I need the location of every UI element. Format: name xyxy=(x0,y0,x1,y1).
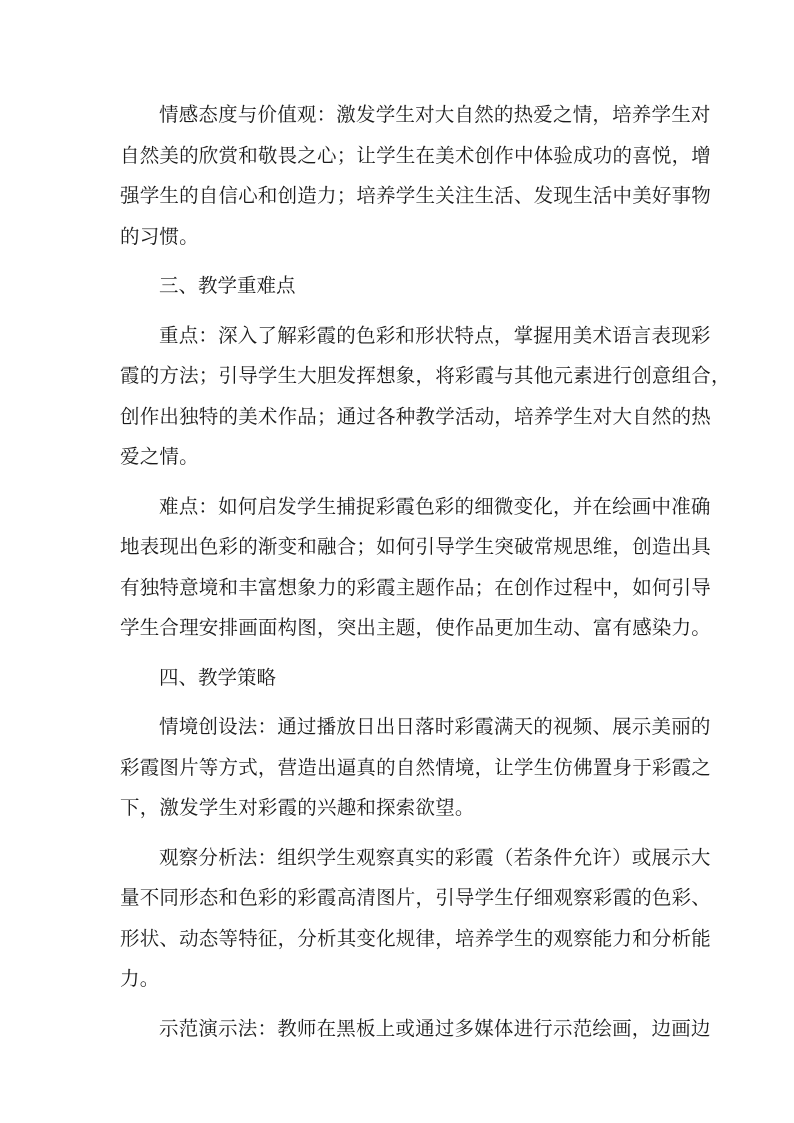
document-page xyxy=(120,95,731,1058)
text-line: 下，激发学生对彩霞的兴趣和探索欲望。 xyxy=(120,796,475,819)
text-line: 强学生的自信心和创造力；培养学生关注生活、发现生活中美好事物 xyxy=(120,184,712,207)
text-line: 重点：深入了解彩霞的色彩和形状特点，掌握用美术语言表现彩 xyxy=(159,323,711,347)
text-line: 霞的方法；引导学生大胆发挥想象，将彩霞与其他元素进行创意组合， xyxy=(120,364,731,387)
section-heading-key-difficult-points xyxy=(120,266,676,307)
text-line: 情感态度与价值观：激发学生对大自然的热爱之情，培养学生对 xyxy=(159,103,711,126)
text-line: 难点：如何启发学生捕捉彩霞色彩的细微变化，并在绘画中准确 xyxy=(159,494,711,518)
text-line: 自然美的欣赏和敬畏之心；让学生在美术创作中体验成功的喜悦，增 xyxy=(120,143,712,167)
paragraph-demonstration-method xyxy=(120,1009,711,1050)
heading-text: 三、教学重难点 xyxy=(159,274,296,297)
heading-text: 四、教学策略 xyxy=(159,665,277,689)
paragraph-situation-method xyxy=(120,707,712,829)
text-line: 示范演示法：教师在黑板上或通过多媒体进行示范绘画，边画边 xyxy=(159,1016,711,1040)
text-line: 爱之情。 xyxy=(120,445,199,468)
paragraph-key-points xyxy=(120,316,731,478)
text-line: 学生合理安排画面构图，突出主题，使作品更加生动、富有感染力。 xyxy=(120,616,712,639)
text-line: 力。 xyxy=(120,967,160,990)
text-line: 的习惯。 xyxy=(120,224,199,248)
paragraph-observation-method xyxy=(120,838,712,1000)
text-line: 地表现出色彩的渐变和融合；如何引导学生突破常规思维，创造出具 xyxy=(120,535,712,558)
text-line: 形状、动态等特征，分析其变化规律，培养学生的观察能力和分析能 xyxy=(120,926,712,950)
text-line: 创作出独特的美术作品；通过各种教学活动，培养学生对大自然的热 xyxy=(120,404,712,428)
text-line: 量不同形态和色彩的彩霞高清图片，引导学生仔细观察彩霞的色彩、 xyxy=(120,886,712,909)
text-line: 有独特意境和丰富想象力的彩霞主题作品；在创作过程中，如何引导 xyxy=(120,575,712,599)
paragraph-attitude-values xyxy=(120,95,712,257)
text-line: 情境创设法：通过播放日出日落时彩霞满天的视频、展示美丽的 xyxy=(159,715,711,738)
paragraph-difficult-points xyxy=(120,487,712,649)
text-line: 观察分析法：组织学生观察真实的彩霞（若条件允许）或展示大 xyxy=(159,845,711,869)
text-line: 彩霞图片等方式，营造出逼真的自然情境，让学生仿佛置身于彩霞之 xyxy=(120,755,712,779)
section-heading-teaching-strategies xyxy=(120,658,676,699)
